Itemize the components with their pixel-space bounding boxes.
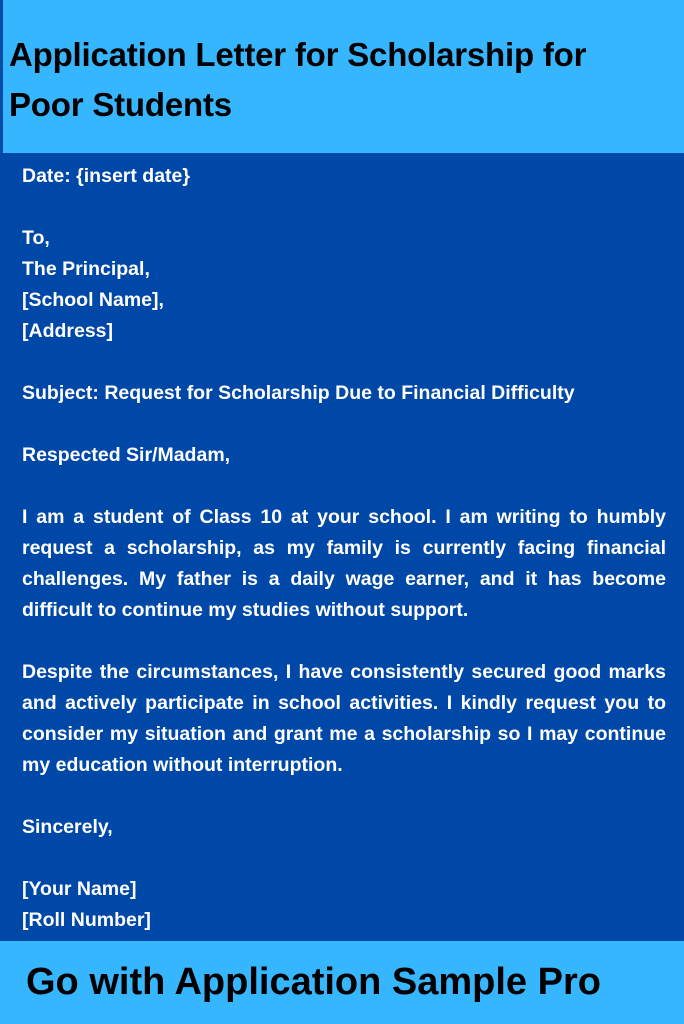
letter-address: [Address] xyxy=(22,320,114,342)
spacer xyxy=(22,781,666,812)
footer-brand: Go with Application Sample Pro xyxy=(26,961,601,1003)
spacer xyxy=(22,843,666,874)
letter-date: Date: {insert date} xyxy=(22,165,190,187)
letter-school: [School Name], xyxy=(22,289,164,311)
spacer xyxy=(22,347,666,378)
letter-closing: Sincerely, xyxy=(22,816,113,838)
page-title: Application Letter for Scholarship for Poor Students xyxy=(9,36,587,123)
letter-subject: Subject: Request for Scholarship Due to Financial Difficulty xyxy=(22,382,575,404)
letter-paragraph-1: I am a student of Class 10 at your school. I am writing to humbly request a scholarship, as my family is currently facing financial challenges. My father is a daily wage earner, and it has become difficult to continue my studies without support. xyxy=(22,506,666,621)
letter-salutation: Respected Sir/Madam, xyxy=(22,444,231,466)
spacer xyxy=(22,409,666,440)
letter-roll-number: [Roll Number] xyxy=(22,909,151,931)
letter-to: To, xyxy=(22,227,50,249)
spacer xyxy=(22,192,666,223)
letter-content xyxy=(22,161,666,936)
header-banner xyxy=(0,0,684,153)
spacer xyxy=(22,626,666,657)
letter-body xyxy=(0,153,684,941)
letter-name: [Your Name] xyxy=(22,878,137,900)
spacer xyxy=(22,471,666,502)
letter-paragraph-2: Despite the circumstances, I have consistently secured good marks and actively participate in school activities. I kindly request you to consider my situation and grant me a scholarship so I may continue my education without interruption. xyxy=(22,661,666,776)
letter-recipient: The Principal, xyxy=(22,258,150,280)
footer-banner xyxy=(0,941,684,1024)
